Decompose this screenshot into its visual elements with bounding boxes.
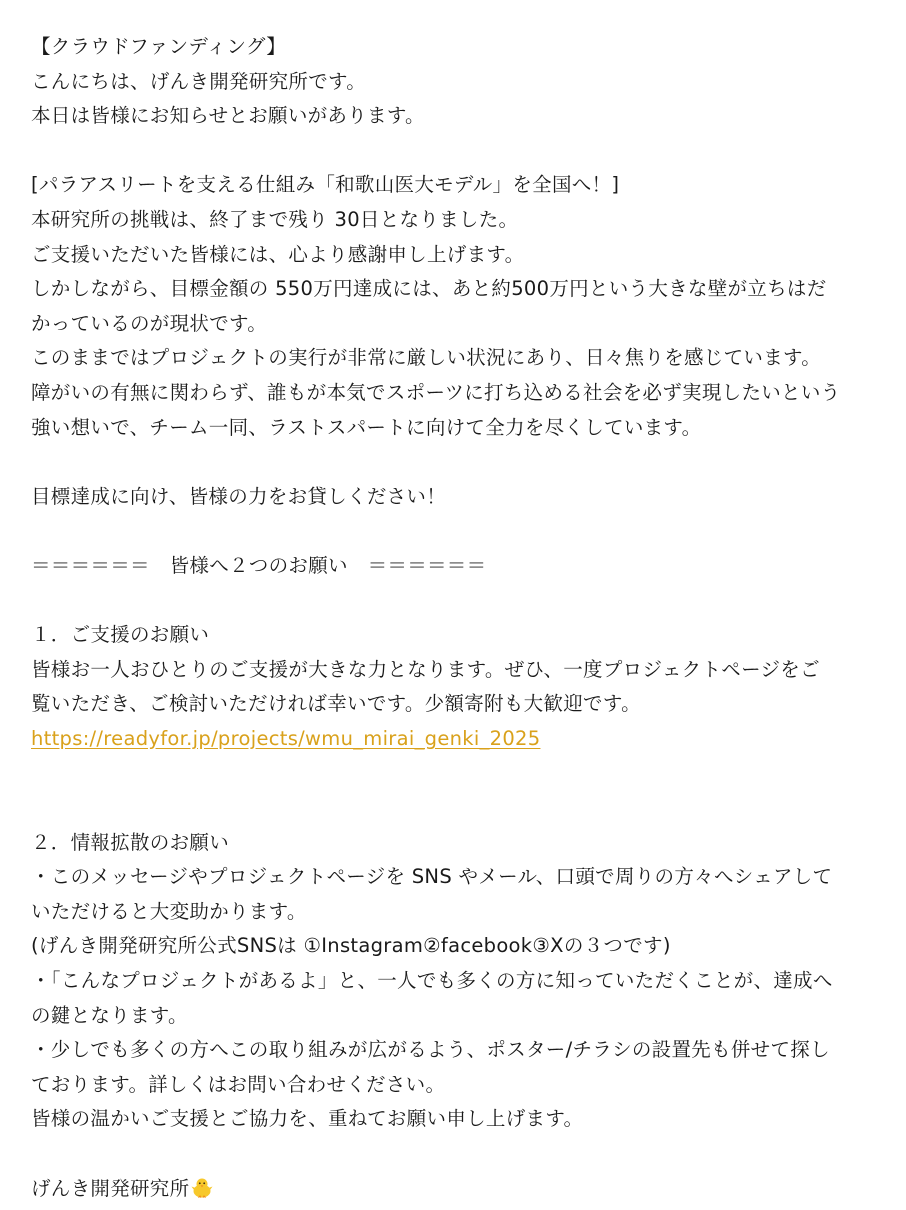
text-line: ・少しでも多くの方へこの取り組みが広がるよう、ポスター/チラシの設置先も併せて探し	[31, 1038, 830, 1062]
text-line: の鍵となります。	[31, 1003, 188, 1027]
text-line: ております。詳しくはお問い合わせください。	[31, 1072, 446, 1096]
text-line: 本日は皆様にお知らせとお願いがあります。	[31, 104, 425, 128]
text-line: かっているのが現状です。	[31, 311, 268, 335]
signature-text: げんき開発研究所	[31, 1176, 190, 1200]
text-line	[31, 722, 891, 757]
project-page-link[interactable]: https://readyfor.jp/projects/wmu_mirai_genki_2025	[31, 726, 541, 750]
text-line: (げんき開発研究所公式SNSは ①Instagram②facebook③Xの３つです)	[31, 934, 671, 958]
text-line: 覧いただき、ご検討いただければ幸いです。少額寄附も大歓迎です。	[31, 692, 641, 716]
baby-chick-icon	[190, 1175, 214, 1199]
text-line: いただけると大変助かります。	[31, 899, 307, 923]
text-line: 皆様お一人おひとりのご支援が大きな力となります。ぜひ、一度プロジェクトページをご	[31, 657, 820, 681]
text-line: ・このメッセージやプロジェクトページを SNS やメール、口頭で周りの方々へシェアして	[31, 865, 833, 889]
text-line: 目標達成に向け、皆様の力をお貸しください！	[31, 484, 447, 508]
request-2-heading: ２．情報拡散のお願い	[31, 830, 230, 854]
greeting-line: こんにちは、げんき開発研究所です。	[31, 69, 367, 93]
text-line: しかしながら、目標金額の 550万円達成には、あと約500万円という大きな壁が立ちはだ	[31, 277, 827, 301]
signature-line	[31, 1172, 891, 1207]
section-divider-heading: ＝＝＝＝＝＝ 皆様へ２つのお願い ＝＝＝＝＝＝	[31, 553, 487, 577]
text-line: このままではプロジェクトの実行が非常に厳しい状況にあり、日々焦りを感じています。	[31, 346, 822, 370]
message-body	[31, 30, 891, 1206]
blank-line	[31, 134, 891, 169]
blank-line	[31, 584, 891, 619]
blank-line	[31, 756, 891, 791]
blank-line	[31, 1137, 891, 1172]
heading-crowdfunding: 【クラウドファンディング】	[31, 35, 287, 58]
blank-line	[31, 791, 891, 826]
project-title: [パラアスリートを支える仕組み「和歌山医大モデル」を全国へ！]	[31, 173, 620, 197]
text-line: 障がいの有無に関わらず、誰もが本気でスポーツに打ち込める社会を必ず実現したいという	[31, 380, 841, 404]
request-1-heading: １．ご支援のお願い	[31, 623, 210, 647]
text-line: 強い想いで、チーム一同、ラストスパートに向けて全力を尽くしています。	[31, 415, 702, 439]
text-line: ・「こんなプロジェクトがあるよ」と、一人でも多くの方に知っていただくことが、達成へ	[31, 969, 833, 993]
text-line: 本研究所の挑戦は、終了まで残り 30日となりました。	[31, 207, 519, 231]
text-line: 皆様の温かいご支援とご協力を、重ねてお願い申し上げます。	[31, 1107, 584, 1131]
blank-line	[31, 445, 891, 480]
text-line: ご支援いただいた皆様には、心より感謝申し上げます。	[31, 242, 525, 266]
blank-line	[31, 514, 891, 549]
